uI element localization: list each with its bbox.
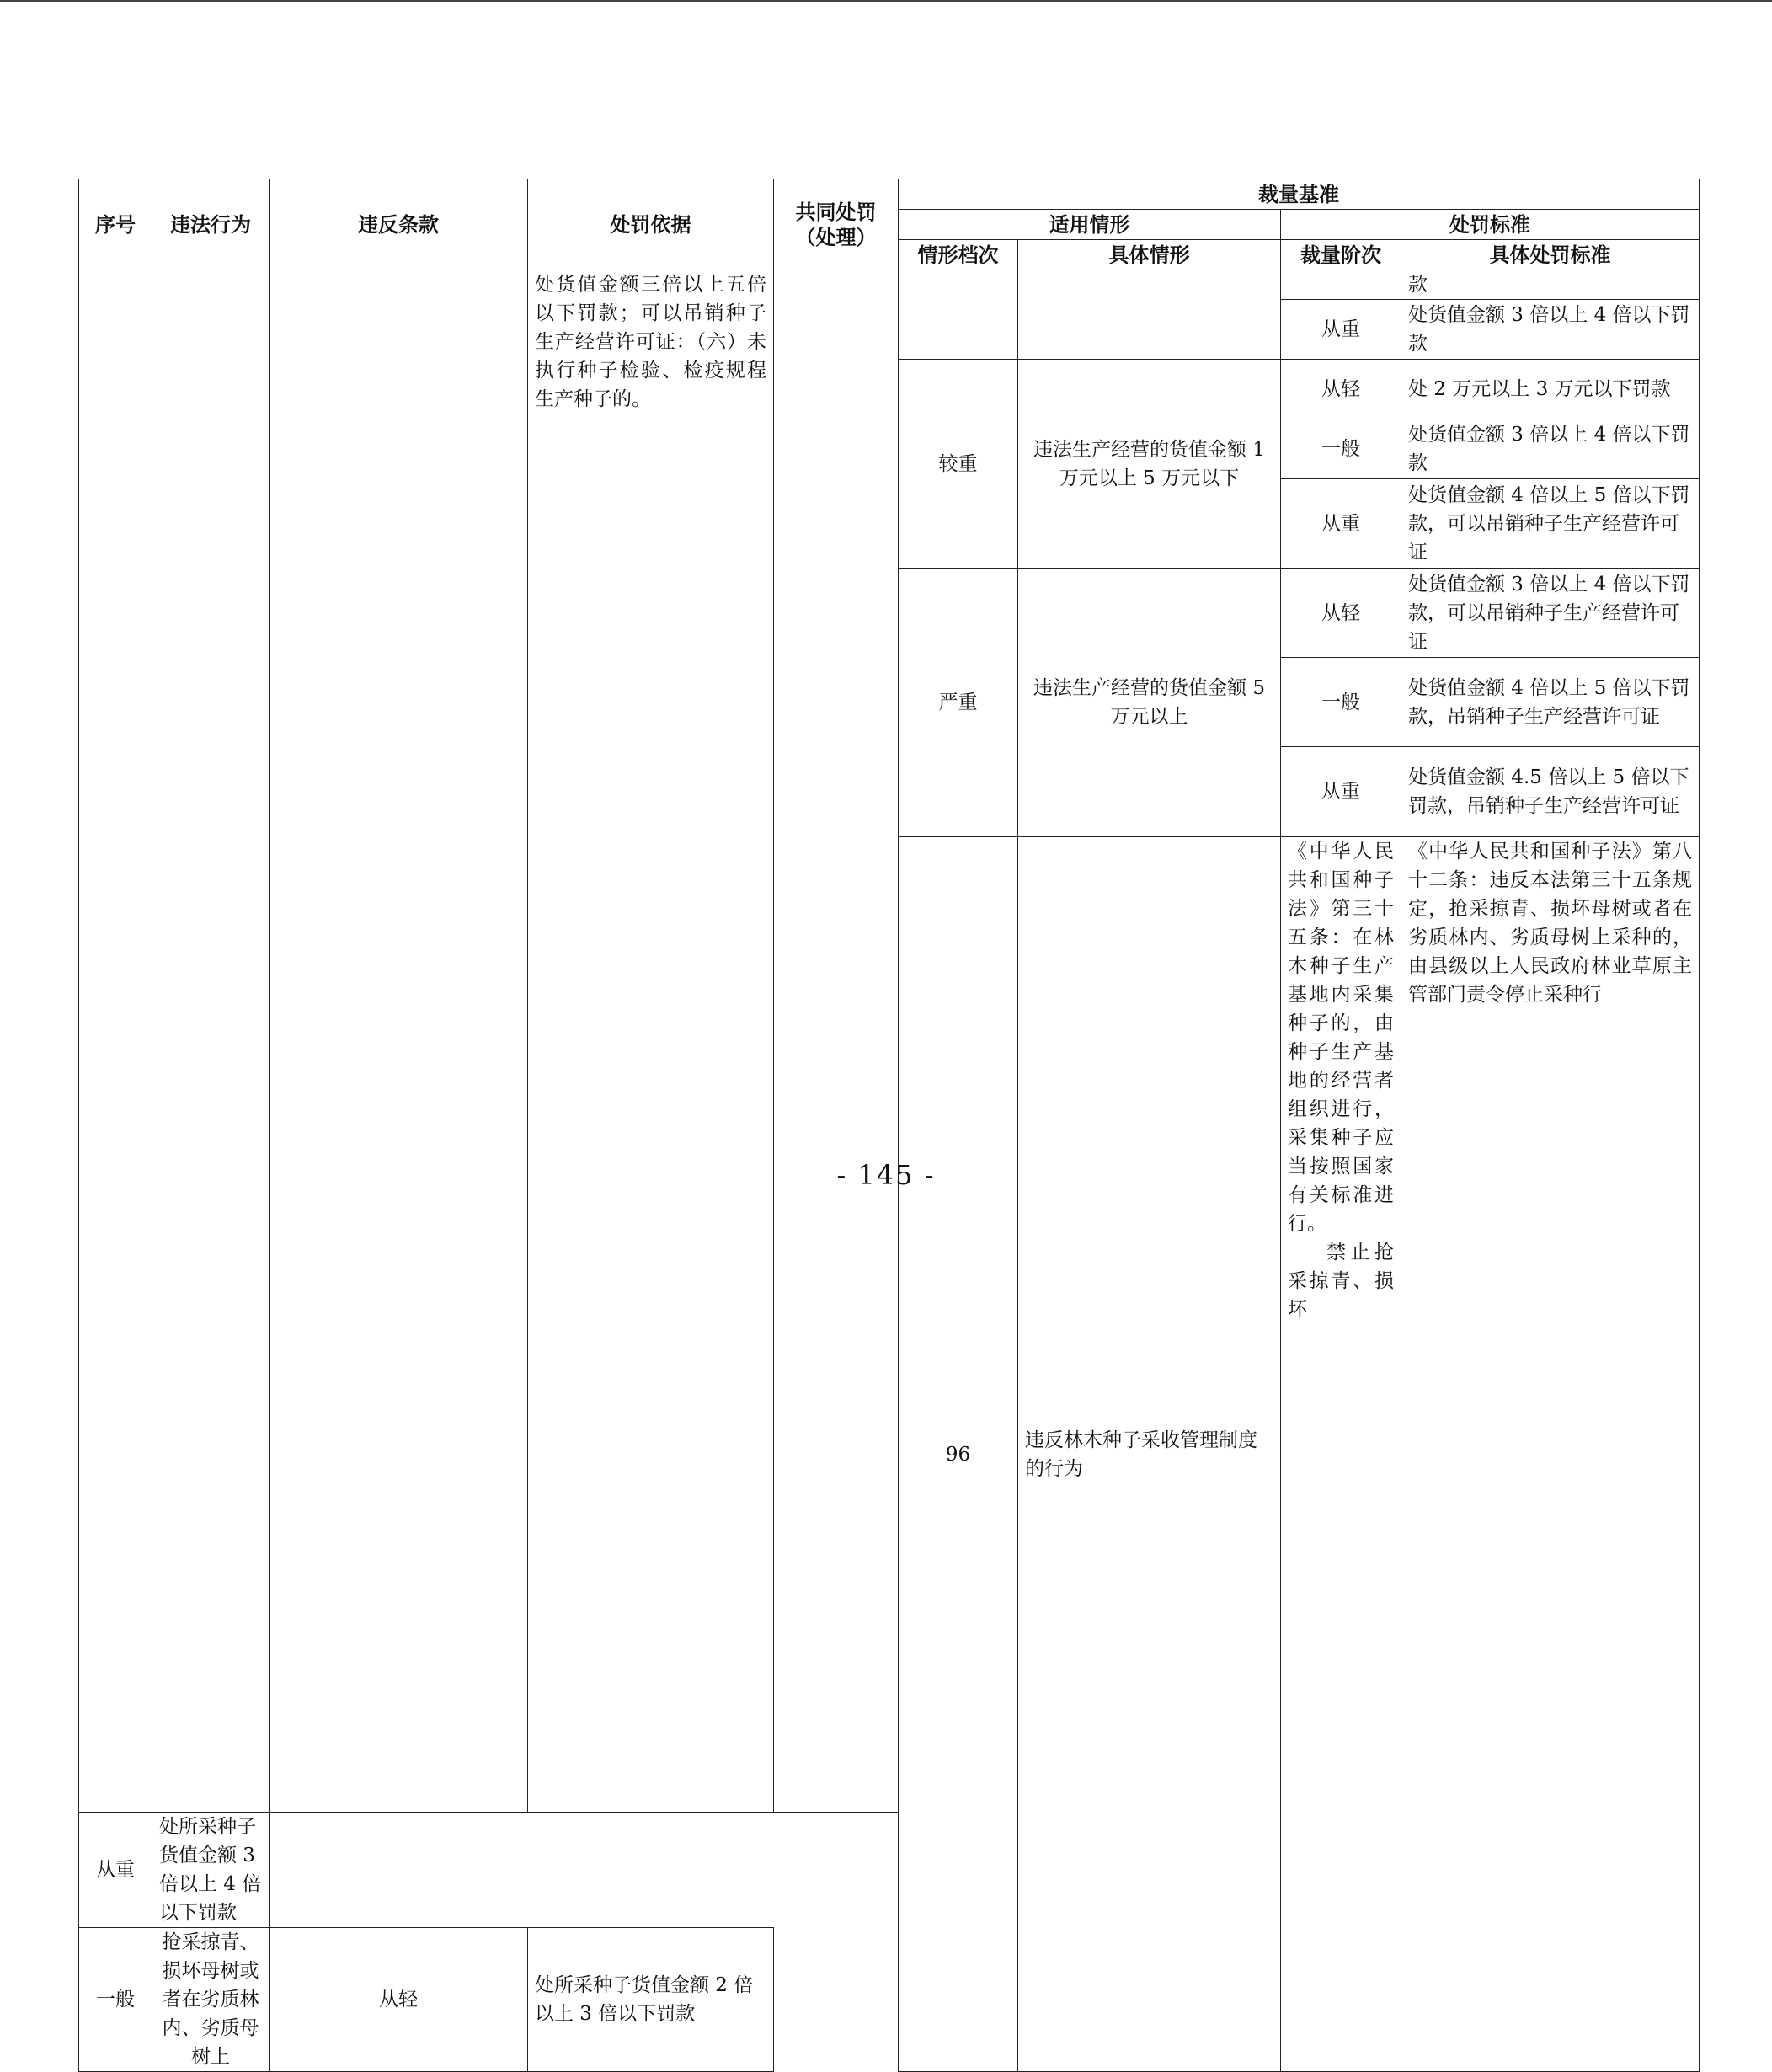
violation-cell xyxy=(152,270,270,1813)
situation-level-cell xyxy=(899,270,1018,360)
serial-number-cell xyxy=(79,270,152,1813)
discretion-standard-table xyxy=(78,179,1700,2072)
specific-standard-cell: 处 2 万元以上 3 万元以下罚款 xyxy=(1401,360,1700,419)
page-number: - 145 - xyxy=(836,1159,936,1191)
specific-standard-cell: 处货值金额 3 倍以上 4 倍以下罚款 xyxy=(1401,419,1700,479)
page-top-border xyxy=(0,0,1772,2)
discretion-level-cell: 一般 xyxy=(1281,419,1401,479)
joint-penalty-cell xyxy=(774,270,899,1813)
specific-situation-cell: 违法生产经营的货值金额 1 万元以上 5 万元以下 xyxy=(1018,360,1281,569)
specific-standard-cell: 处货值金额 4 倍以上 5 倍以下罚款，吊销种子生产经营许可证 xyxy=(1401,658,1700,747)
discretion-level-cell: 一般 xyxy=(1281,658,1401,747)
header-applicable-situation: 适用情形 xyxy=(899,210,1281,240)
header-specific-standard: 具体处罚标准 xyxy=(1401,240,1700,270)
situation-level-cell: 严重 xyxy=(899,569,1018,837)
situation-level-cell: 一般 xyxy=(79,1928,152,2072)
specific-standard-cell: 处货值金额 3 倍以上 4 倍以下罚款 xyxy=(1401,300,1700,360)
specific-situation-cell xyxy=(1018,270,1281,360)
header-serial-number: 序号 xyxy=(79,179,152,270)
penalty-basis-cell: 处货值金额三倍以上五倍以下罚款；可以吊销种子生产经营许可证：（六）未执行种子检验、检疫规程生产种子的。 xyxy=(528,270,774,1813)
discretion-level-cell: 从重 xyxy=(1281,479,1401,569)
clause-paragraph-2: 禁止抢采掠青、损坏 xyxy=(1288,1242,1394,1321)
specific-standard-cell: 处所采种子货值金额 2 倍以上 3 倍以下罚款 xyxy=(528,1928,774,2072)
header-penalty-basis: 处罚依据 xyxy=(528,179,774,270)
clause-paragraph-1: 《中华人民共和国种子法》第三十五条：在林木种子生产基地内采集种子的，由种子生产基地的经营者组织进行，采集种子应当按照国家有关标准进行。 xyxy=(1288,841,1394,1235)
header-discretion-level: 裁量阶次 xyxy=(1281,240,1401,270)
header-situation-level: 情形档次 xyxy=(899,240,1018,270)
specific-situation-cell: 抢采掠青、损坏母树或者在劣质林内、劣质母树上 xyxy=(152,1928,270,2072)
header-violation: 违法行为 xyxy=(152,179,270,270)
clause-cell xyxy=(1281,837,1401,2072)
discretion-level-cell: 从轻 xyxy=(1281,569,1401,658)
situation-level-cell: 较重 xyxy=(899,360,1018,569)
discretion-level-cell: 从轻 xyxy=(270,1928,528,2072)
penalty-basis-cell: 《中华人民共和国种子法》第八十二条：违反本法第三十五条规定，抢采掠青、损坏母树或者在劣质林内、劣质母树上采种的，由县级以上人民政府林业草原主管部门责令停止采种行 xyxy=(1401,837,1700,2072)
discretion-level-cell: 从重 xyxy=(79,1813,152,1928)
discretion-level-cell xyxy=(1281,270,1401,300)
specific-standard-cell: 处货值金额 4 倍以上 5 倍以下罚款，可以吊销种子生产经营许可证 xyxy=(1401,479,1700,569)
clause-cell xyxy=(270,270,528,1813)
discretion-level-cell: 从轻 xyxy=(1281,360,1401,419)
header-joint-penalty: 共同处罚（处理） xyxy=(774,179,899,270)
table-row xyxy=(79,270,1700,300)
specific-standard-cell: 处所采种子货值金额 3 倍以上 4 倍以下罚款 xyxy=(152,1813,270,1928)
specific-standard-cell: 款 xyxy=(1401,270,1700,300)
discretion-level-cell: 从重 xyxy=(1281,300,1401,360)
header-specific-situation: 具体情形 xyxy=(1018,240,1281,270)
specific-standard-cell: 处货值金额 3 倍以上 4 倍以下罚款，可以吊销种子生产经营许可证 xyxy=(1401,569,1700,658)
serial-number-cell: 96 xyxy=(899,837,1018,2072)
header-discretion-standard: 裁量基准 xyxy=(899,179,1700,210)
header-penalty-standard: 处罚标准 xyxy=(1281,210,1700,240)
header-violated-clause: 违反条款 xyxy=(270,179,528,270)
specific-standard-cell: 处货值金额 4.5 倍以上 5 倍以下罚款，吊销种子生产经营许可证 xyxy=(1401,747,1700,837)
discretion-level-cell: 从重 xyxy=(1281,747,1401,837)
specific-situation-cell: 违法生产经营的货值金额 5 万元以上 xyxy=(1018,569,1281,837)
violation-cell: 违反林木种子采收管理制度的行为 xyxy=(1018,837,1281,2072)
